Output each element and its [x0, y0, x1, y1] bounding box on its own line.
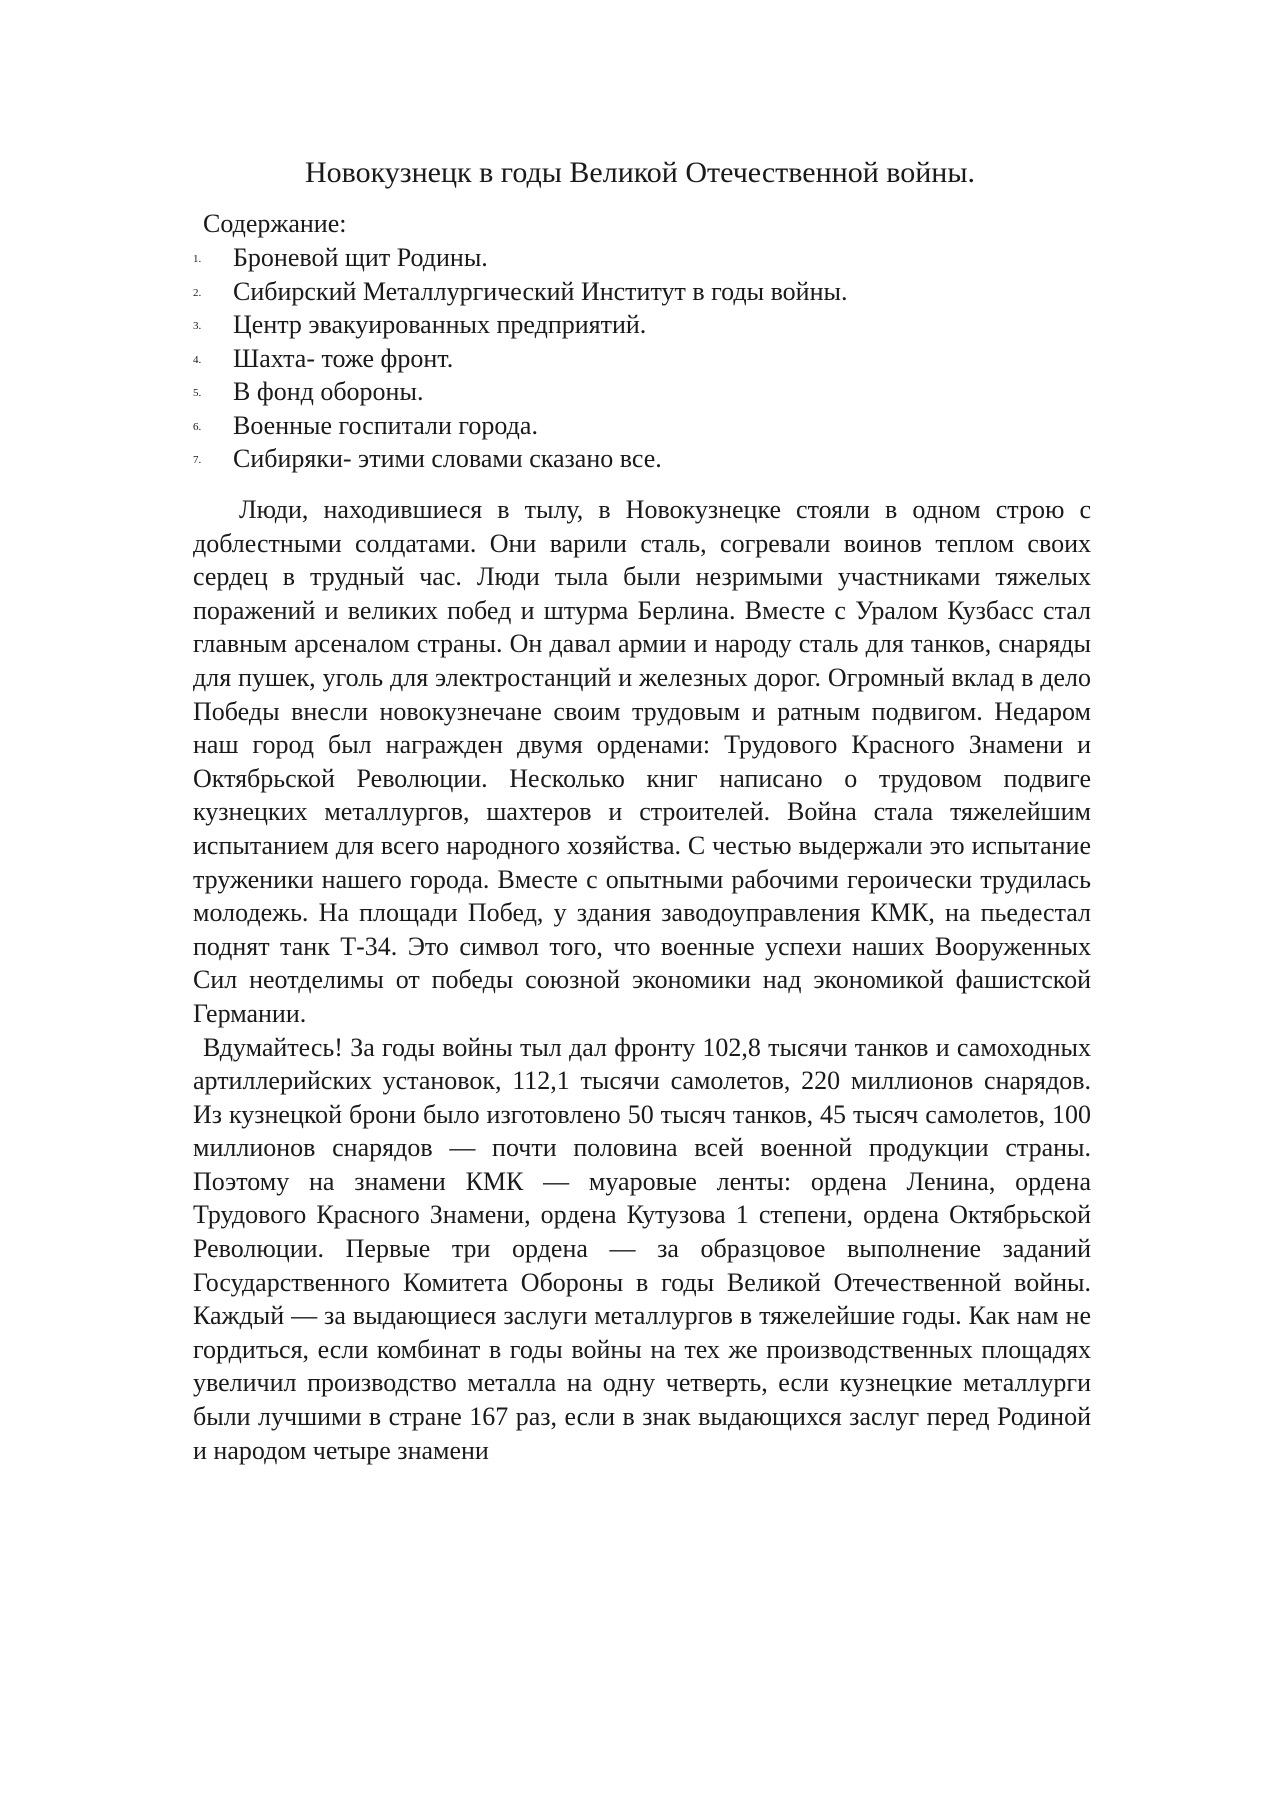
table-of-contents [193, 241, 847, 476]
toc-item-text: Сибирский Металлургический Институт в годы войны. [233, 276, 848, 306]
document-title: Новокузнецк в годы Великой Отечественной войны. [305, 156, 975, 189]
toc-item-number: 1. [193, 253, 202, 265]
body-paragraph: Люди, находившиеся в тылу, в Новокузнецке стояли в одном строю с доблестными солдатами. Они варили сталь, согревали воинов теплом своих сердец в трудный час. Люди тыла были незримыми участниками тяжелых поражений и великих побед и штурма Берлина. Вместе с Уралом Кузбасс стал главным арсеналом страны. Он давал армии и народу сталь для танков, снаряды для пушек, уголь для электростанций и железных дорог. Огромный вклад в дело Победы внесли новокузнечане своим трудовым и ратным подвигом. Недаром наш город был награжден двумя орденами: Трудового Красного Знамени и Октябрьской Революции. Несколько книг написано о трудовом подвиге кузнецких металлургов, шахтеров и строителей. Война стала тяжелейшим испытанием для всего народного хозяйства. С честью выдержали это испытание труженики нашего города. Вместе с опытными рабочими героически трудилась молодежь. На площади Побед, у здания заводоуправления КМК, на пьедестал поднят танк Т-34. Это символ того, что военные успехи наших Вооруженных Сил неотделимы от победы союзной экономики над экономикой фашистской Германии. [193, 495, 1091, 1028]
toc-item-number: 6. [193, 420, 202, 433]
toc-item [193, 342, 847, 376]
toc-item-number: 2. [193, 286, 202, 299]
toc-item [193, 308, 847, 342]
toc-item-number: 3. [193, 320, 202, 332]
toc-heading: Содержание: [203, 209, 347, 238]
toc-item-text: Шахта- тоже фронт. [233, 343, 454, 373]
toc-item [193, 241, 847, 275]
toc-item-text: Броневой щит Родины. [233, 243, 488, 272]
toc-item [193, 275, 847, 309]
toc-item-number: 5. [193, 387, 202, 399]
toc-item-text: Центр эвакуированных предприятий. [233, 310, 647, 339]
toc-item-text: Сибиряки- этими словами сказано все. [233, 444, 662, 473]
body-text [193, 493, 1091, 1467]
toc-item [193, 375, 847, 409]
toc-item-number: 7. [193, 454, 202, 466]
body-paragraph: Вдумайтесь! За годы войны тыл дал фронту 102,8 тысячи танков и самоходных артиллерийских установок, 112,1 тысячи самолетов, 220 миллионов снарядов. Из кузнецкой брони было изготовлено 50 тысяч танков, 45 тысяч самолетов, 100 миллионов снарядов — почти половина всей военной продукции страны. Поэтому на знамени КМК — муаровые ленты: ордена Ленина, ордена Трудового Красного Знамени, ордена Кутузова 1 степени, ордена Октябрьской Революции. Первые три ордена — за образцовое выполнение заданий Государственного Комитета Обороны в годы Великой Отечественной войны. Каждый — за выдающиеся заслуги металлургов в тяжелейшие годы. Как нам не гордиться, если комбинат в годы войны на тех же производственных площадях увеличил производство металла на одну четверть, если кузнецкие металлурги были лучшими в стране 167 раз, если в знак выдающихся заслуг перед Родиной и народом четыре знамени [193, 1032, 1091, 1465]
toc-item-text: Военные госпитали города. [233, 410, 538, 440]
toc-item-number: 4. [193, 353, 202, 366]
toc-item [193, 442, 847, 476]
toc-item-text: В фонд обороны. [233, 377, 424, 406]
toc-item [193, 409, 847, 443]
